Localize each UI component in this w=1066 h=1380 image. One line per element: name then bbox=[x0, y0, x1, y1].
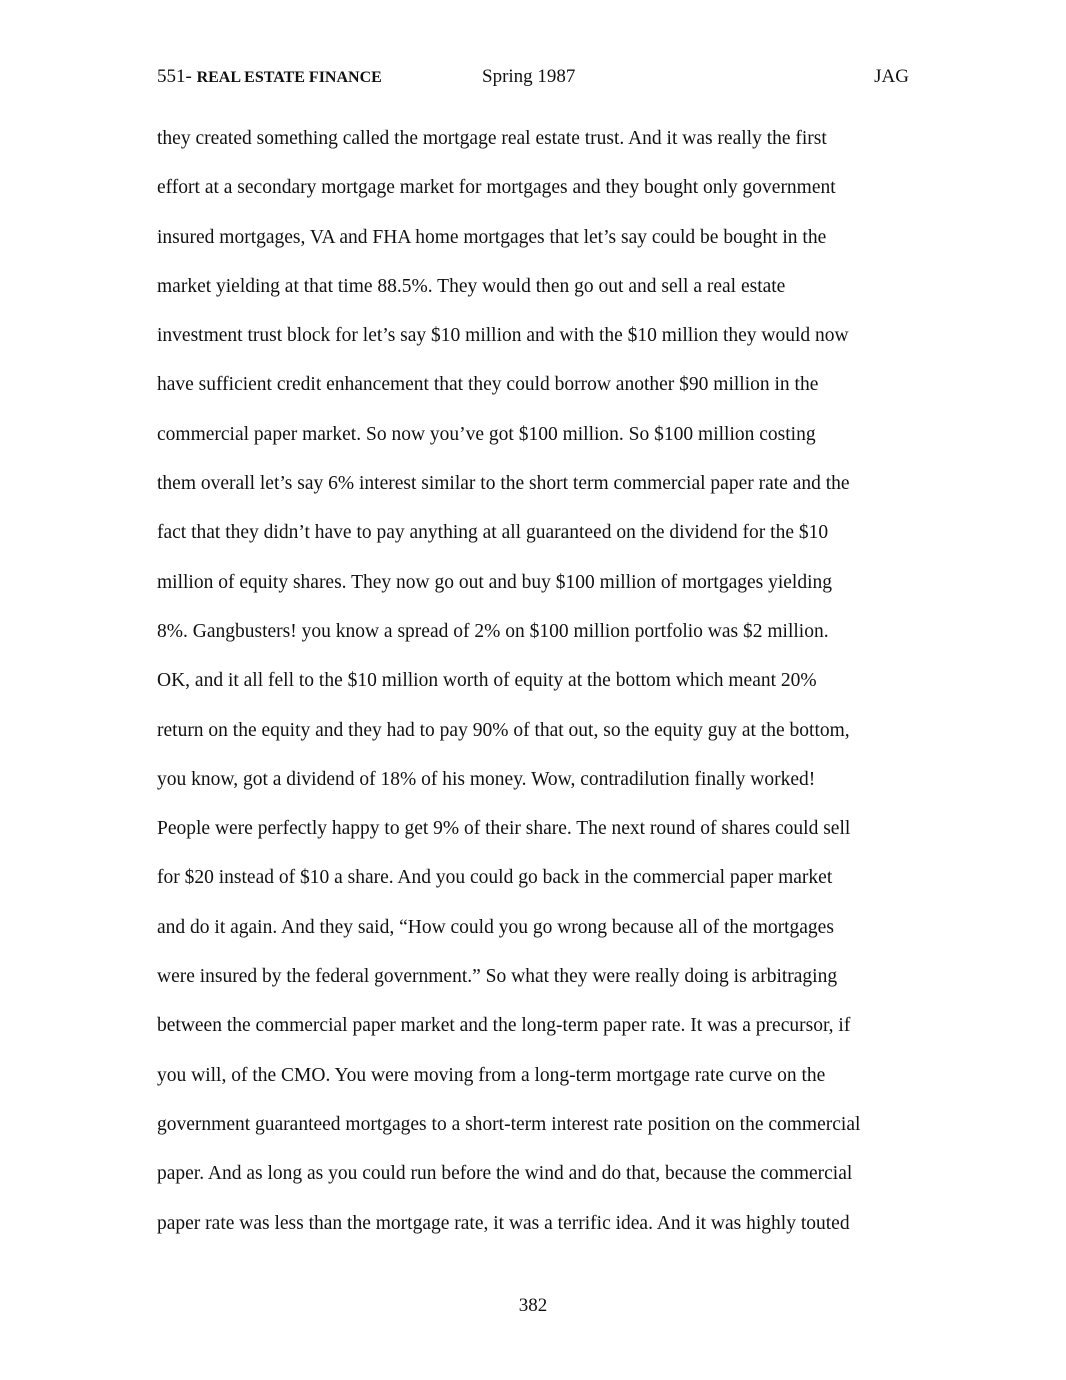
text-line: million of equity shares. They now go out and buy $100 million of mortgages yielding bbox=[157, 571, 833, 593]
text-line: were insured by the federal government.” So what they were really doing is arbitraging bbox=[157, 966, 838, 988]
text-line: and do it again. And they said, “How could you go wrong because all of the mortgages bbox=[157, 916, 834, 938]
text-line: return on the equity and they had to pay 90% of that out, so the equity guy at the bottom, bbox=[157, 719, 850, 741]
text-line: OK, and it all fell to the $10 million worth of equity at the bottom which meant 20% bbox=[157, 670, 817, 692]
page-header bbox=[157, 63, 909, 91]
text-line: fact that they didn’t have to pay anything at all guaranteed on the dividend for the $10 bbox=[157, 522, 829, 544]
text-line: insured mortgages, VA and FHA home mortgages that let’s say could be bought in the bbox=[157, 226, 827, 248]
text-line: People were perfectly happy to get 9% of their share. The next round of shares could sell bbox=[157, 818, 851, 840]
text-line: paper rate was less than the mortgage rate, it was a terrific idea. And it was highly touted bbox=[157, 1212, 850, 1234]
course-title: REAL ESTATE FINANCE bbox=[196, 69, 382, 86]
text-line: 8%. Gangbusters! you know a spread of 2% on $100 million portfolio was $2 million. bbox=[157, 620, 829, 642]
text-line: between the commercial paper market and the long-term paper rate. It was a precursor, if bbox=[157, 1015, 851, 1037]
course-number: 551- bbox=[157, 66, 192, 87]
text-line: you will, of the CMO. You were moving from a long-term mortgage rate curve on the bbox=[157, 1064, 826, 1086]
course-label bbox=[157, 63, 382, 92]
text-line: government guaranteed mortgages to a short-term interest rate position on the commercial bbox=[157, 1113, 861, 1135]
text-line: you know, got a dividend of 18% of his money. Wow, contradilution finally worked! bbox=[157, 768, 816, 790]
text-line: them overall let’s say 6% interest similar to the short term commercial paper rate and the bbox=[157, 473, 850, 495]
text-line: paper. And as long as you could run before the wind and do that, because the commercial bbox=[157, 1163, 853, 1185]
text-line: they created something called the mortgage real estate trust. And it was really the first bbox=[157, 128, 827, 149]
text-line: effort at a secondary mortgage market for mortgages and they bought only government bbox=[157, 177, 836, 199]
term-label: Spring 1987 bbox=[482, 66, 576, 87]
text-line: market yielding at that time 88.5%. They would then go out and sell a real estate bbox=[157, 275, 786, 297]
text-line: commercial paper market. So now you’ve got $100 million. So $100 million costing bbox=[157, 423, 816, 445]
transcript-body bbox=[157, 114, 917, 1248]
author-initials: JAG bbox=[874, 66, 909, 87]
page-number: 382 bbox=[518, 1295, 548, 1316]
text-line: investment trust block for let’s say $10 million and with the $10 million they would now bbox=[157, 325, 849, 347]
text-line: have sufficient credit enhancement that they could borrow another $90 million in the bbox=[157, 374, 819, 396]
text-line: for $20 instead of $10 a share. And you could go back in the commercial paper market bbox=[157, 867, 833, 889]
